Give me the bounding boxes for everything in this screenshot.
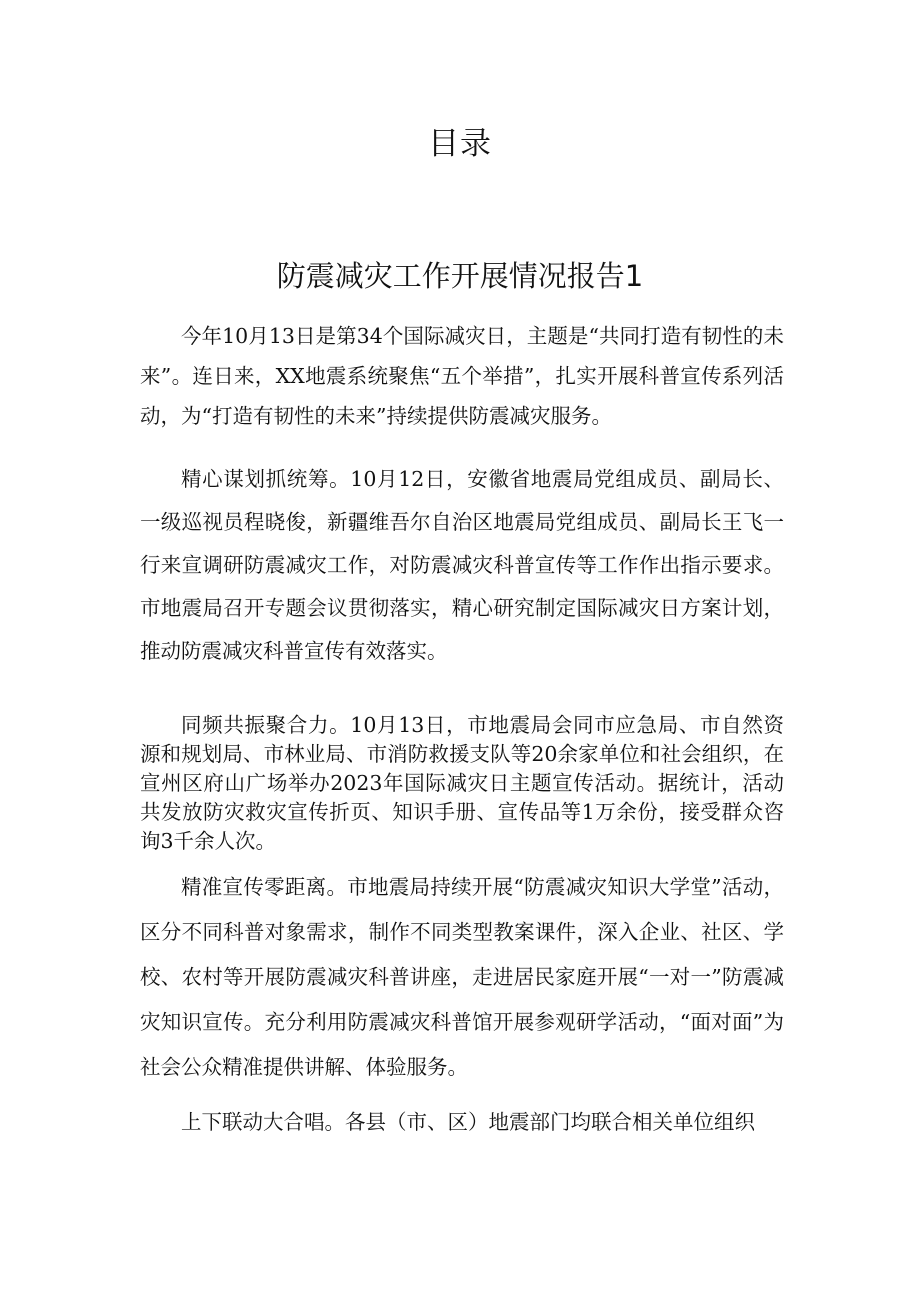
paragraph-cooperation: 同频共振聚合力。10月13日，市地震局会同市应急局、市自然资源和规划局、市林业局、市消防救援支队等20余家单位和社会组织，在宣州区府山广场举办2023年国际减灾日主题宣传活动。据统计，活动共发放防灾救灾宣传折页、知识手册、宣传品等1万余份，接受群众咨询3千余人次。	[140, 713, 784, 853]
paragraph-linkage: 上下联动大合唱。各县（市、区）地震部门均联合相关单位组织	[181, 1110, 755, 1134]
toc-title: 目录	[428, 126, 492, 162]
paragraph-outreach: 精准宣传零距离。市地震局持续开展“防震减灾知识大学堂”活动，区分不同科普对象需求，制作不同类型教案课件，深入企业、社区、学校、农村等开展防震减灾科普讲座，走进居民家庭开展“一对一”防震减灾知识宣传。充分利用防震减灾科普馆开展参观研学活动，“面对面”为社会公众精准提供讲解、体验服务。	[140, 875, 784, 1079]
paragraph-intro: 今年10月13日是第34个国际减灾日，主题是“共同打造有韧性的未来”。连日来，XX地震系统聚焦“五个举措”，扎实开展科普宣传系列活动，为“打造有韧性的未来”持续提供防震减灾服务。	[140, 324, 784, 428]
paragraph-planning: 精心谋划抓统筹。10月12日，安徽省地震局党组成员、副局长、一级巡视员程晓俊，新疆维吾尔自治区地震局党组成员、副局长王飞一行来宣调研防震减灾工作，对防震减灾科普宣传等工作作出指示要求。市地震局召开专题会议贯彻落实，精心研究制定国际减灾日方案计划，推动防震减灾科普宣传有效落实。	[140, 467, 784, 663]
report-title: 防震减灾工作开展情况报告1	[276, 259, 644, 293]
